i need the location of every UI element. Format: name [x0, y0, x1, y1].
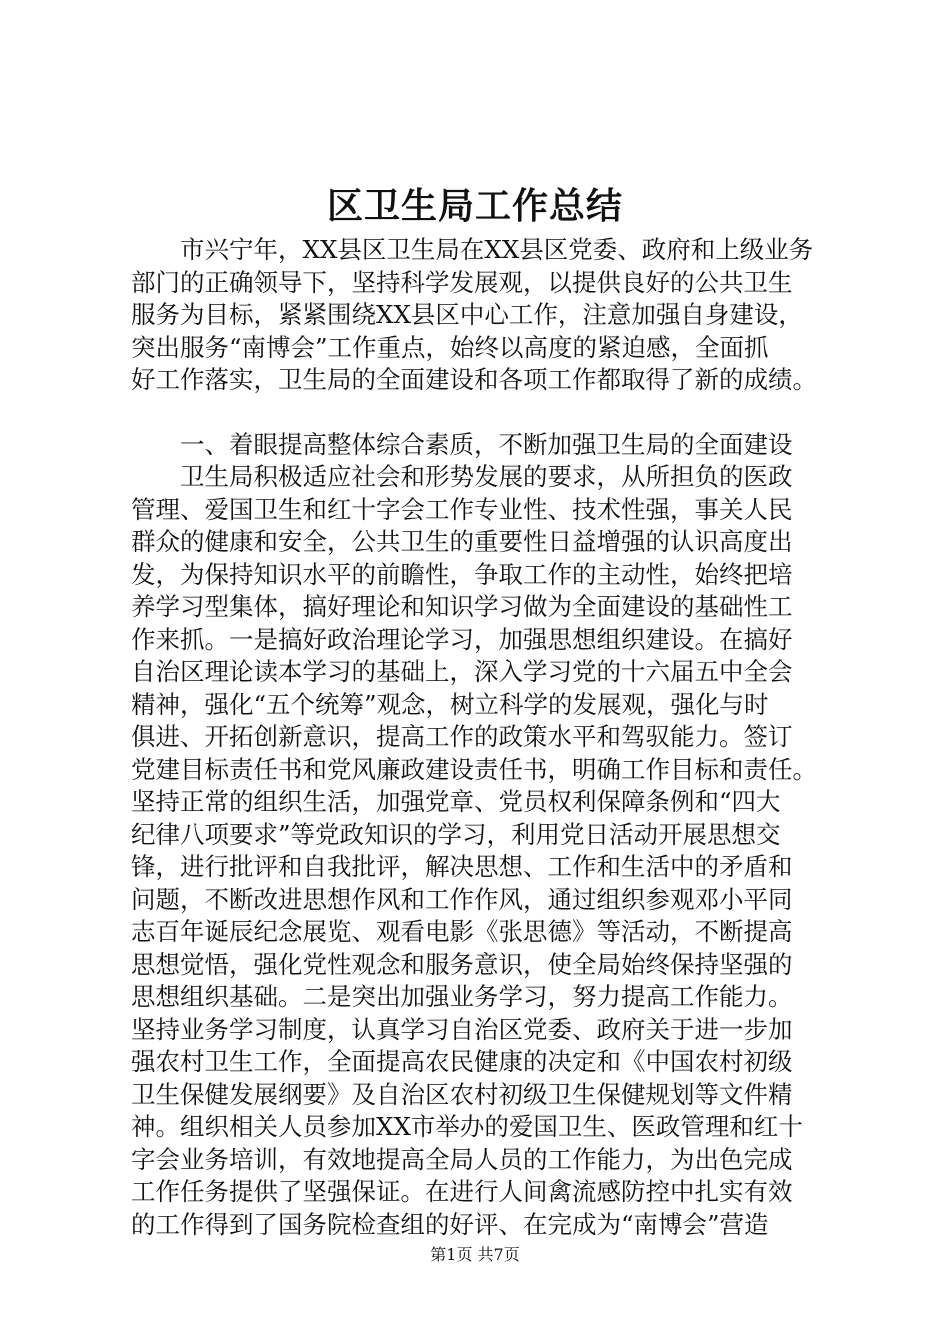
text-line: 发，为保持知识水平的前瞻性，争取工作的主动性，始终把培: [131, 559, 793, 589]
document-body: [131, 234, 831, 1241]
text-line: 自治区理论读本学习的基础上，深入学习党的十六届五中全会: [131, 657, 793, 686]
text-line: 部门的正确领导下，坚持科学发展观，以提供良好的公共卫生: [131, 267, 793, 297]
text-line: 的工作得到了国务院检查组的好评、在完成为“南博会”营造: [131, 1209, 769, 1239]
text-line: 纪律八项要求”等党政知识的学习，利用党日活动开展思想交: [131, 819, 781, 849]
text-line: 坚持业务学习制度，认真学习自治区党委、政府关于进一步加: [131, 1014, 793, 1044]
page-number-footer: 第1页 共7页: [430, 1245, 520, 1264]
text-line: 卫生局积极适应社会和形势发展的要求，从所担负的医政: [131, 462, 793, 491]
text-line: 坚持正常的组织生活，加强党章、党员权利保障条例和“四大: [131, 787, 781, 816]
text-line: 群众的健康和安全，公共卫生的重要性日益增强的认识高度出: [131, 527, 793, 556]
text-line: 精神，强化“五个统筹”观念，树立科学的发展观，强化与时: [131, 689, 769, 719]
text-line: 神。组织相关人员参加XX市举办的爱国卫生、医政管理和红十: [131, 1112, 803, 1141]
text-line: 管理、爱国卫生和红十字会工作专业性、技术性强，事关人民: [131, 494, 793, 524]
text-line: 问题，不断改进思想作风和工作作风，通过组织参观邓小平同: [131, 884, 793, 914]
text-line: 党建目标责任书和党风廉政建设责任书，明确工作目标和责任。: [131, 754, 817, 784]
text-line: 强农村卫生工作，全面提高农民健康的决定和《中国农村初级: [131, 1047, 793, 1076]
text-line: 志百年诞辰纪念展览、观看电影《张思德》等活动，不断提高: [131, 917, 793, 946]
text-line: 服务为目标，紧紧围绕XX县区中心工作，注意加强自身建设，: [131, 300, 803, 329]
text-line: 养学习型集体，搞好理论和知识学习做为全面建设的基础性工: [131, 592, 793, 621]
text-line: 突出服务“南博会”工作重点，始终以高度的紧迫感，全面抓: [131, 332, 769, 362]
document-title: 区卫生局工作总结: [326, 185, 623, 227]
text-line: 市兴宁年，XX县区卫生局在XX县区党委、政府和上级业务: [131, 235, 814, 264]
text-line: 作来抓。一是搞好政治理论学习，加强思想组织建设。在搞好: [131, 624, 793, 654]
text-line: 思想觉悟，强化党性观念和服务意识，使全局始终保持坚强的: [131, 949, 793, 979]
text-line: 字会业务培训，有效地提高全局人员的工作能力，为出色完成: [131, 1144, 793, 1174]
text-line: 锋，进行批评和自我批评，解决思想、工作和生活中的矛盾和: [131, 852, 793, 881]
text-line: 俱进、开拓创新意识，提高工作的政策水平和驾驭能力。签订: [131, 722, 793, 751]
text-line: 好工作落实，卫生局的全面建设和各项工作都取得了新的成绩。: [131, 365, 817, 394]
section-heading: 一、着眼提高整体综合素质，不断加强卫生局的全面建设: [131, 429, 793, 459]
text-line: 思想组织基础。二是突出加强业务学习，努力提高工作能力。: [131, 982, 793, 1011]
text-line: 工作任务提供了坚强保证。在进行人间禽流感防控中扎实有效: [131, 1177, 793, 1206]
text-line: 卫生保健发展纲要》及自治区农村初级卫生保健规划等文件精: [131, 1079, 793, 1109]
